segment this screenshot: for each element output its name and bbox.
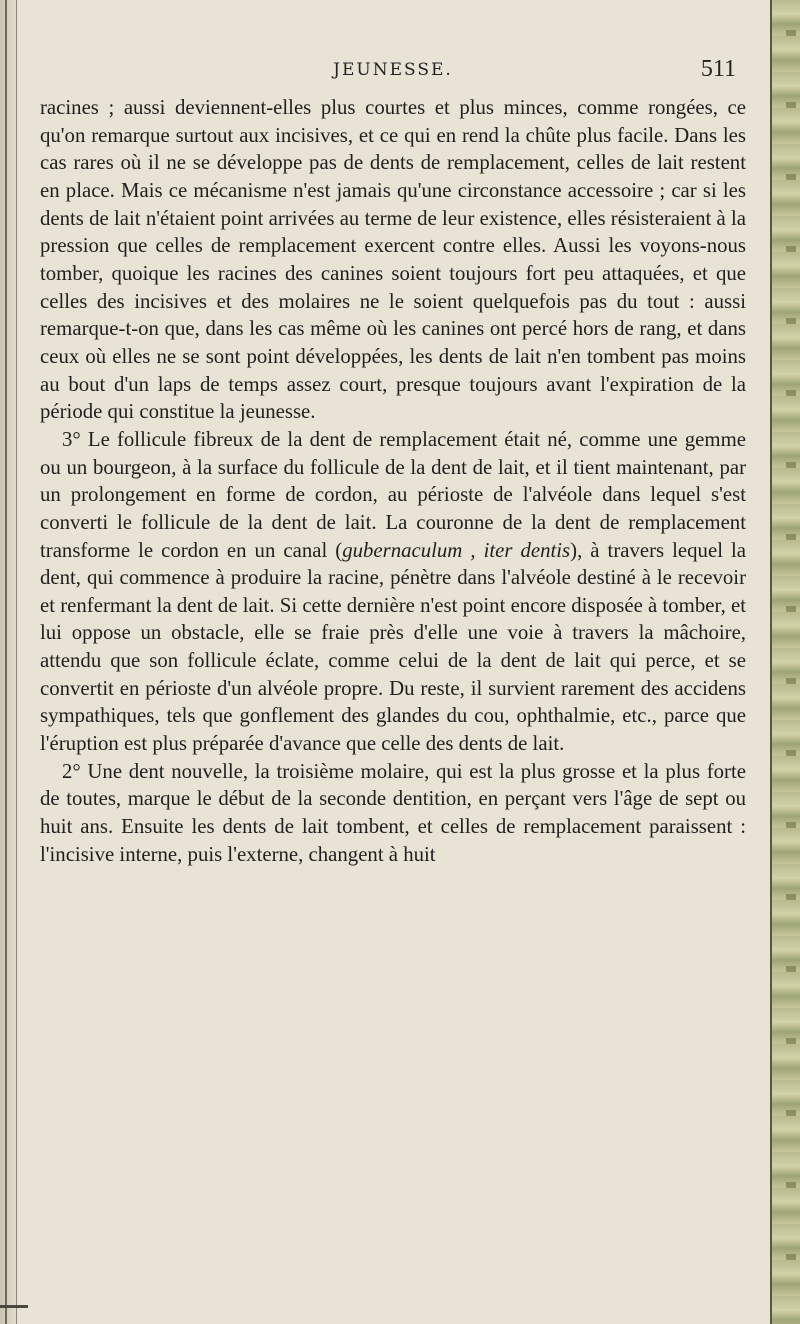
paragraph-2-text-b: ), à travers lequel la dent, qui commence à produire la racine, pénètre dans l'alvéole destiné à le recevoir et renfermant la dent de lait. Si cette dernière n'est point encore disposée à tomber, et lui oppose un obstacle, elle se fraie près d'elle une voie à travers la mâchoire, attendu que son follicule éclate, comme celui de la dent de lait qui perce, et se convertit en périoste d'un alvéole propre. Du reste, il survient rarement des accidens sympathiques, tels que gonflement des glandes du cou, ophthalmie, etc., parce que l'éruption est plus préparée d'avance que celle des dents de lait. <box>40 538 746 756</box>
binding-line <box>5 0 7 1324</box>
page <box>40 56 746 868</box>
running-title: JEUNESSE. <box>333 60 453 80</box>
paragraph-2 <box>40 426 746 758</box>
paragraph-3-text: 2° Une dent nouvelle, la troisième molaire, qui est la plus grosse et la plus forte de toutes, marque le début de la seconde dentition, en perçant vers l'âge de sept ou huit ans. Ensuite les dents de lait tombent, et celles de remplacement paraissent : l'incisive interne, puis l'externe, changent à huit <box>40 759 746 866</box>
paragraph-3 <box>40 758 746 869</box>
scan-right-edge <box>770 0 800 1324</box>
paragraph-2-text-a: 3° Le follicule fibreux de la dent de remplacement était né, comme une gemme ou un bourgeon, à la surface du follicule de la dent de lait, et il tient maintenant, par un prolongement en forme de cordon, au périoste de l'alvéole dans lequel s'est converti le follicule de la dent de lait. La couronne de la dent de remplacement transforme le cordon en un canal ( <box>40 427 746 562</box>
scan-left-gutter <box>0 0 17 1324</box>
page-number: 511 <box>700 56 736 82</box>
edge-stains <box>786 0 796 1324</box>
body-text <box>40 94 746 868</box>
latin-term: gubernaculum , iter dentis <box>342 538 571 562</box>
bottom-left-rule <box>0 1305 28 1308</box>
paragraph-1-text: racines ; aussi deviennent-elles plus courtes et plus minces, comme rongées, ce qu'on remarque surtout aux incisives, et ce qui en rend la chûte plus facile. Dans les cas rares où il ne se développe pas de dents de remplacement, celles de lait restent en place. Mais ce mécanisme n'est jamais qu'une circonstance accessoire ; car si les dents de lait n'étaient point arrivées au terme de leur existence, elles résisteraient à la pression que celles de remplacement exercent contre elles. Aussi les voyons-nous tomber, quoique les racines des canines soient toujours fort peu attaquées, et que celles des incisives et des molaires ne le soient quelquefois pas du tout : aussi remarque-t-on que, dans les cas même où les canines ont percé hors de rang, et dans ceux où elles ne se sont point développées, les dents de lait n'en tombent pas moins au bout d'un laps de temps assez court, presque toujours avant l'expiration de la période qui constitue la jeunesse. <box>40 96 746 424</box>
running-head <box>40 56 746 94</box>
paragraph-1 <box>40 94 746 426</box>
